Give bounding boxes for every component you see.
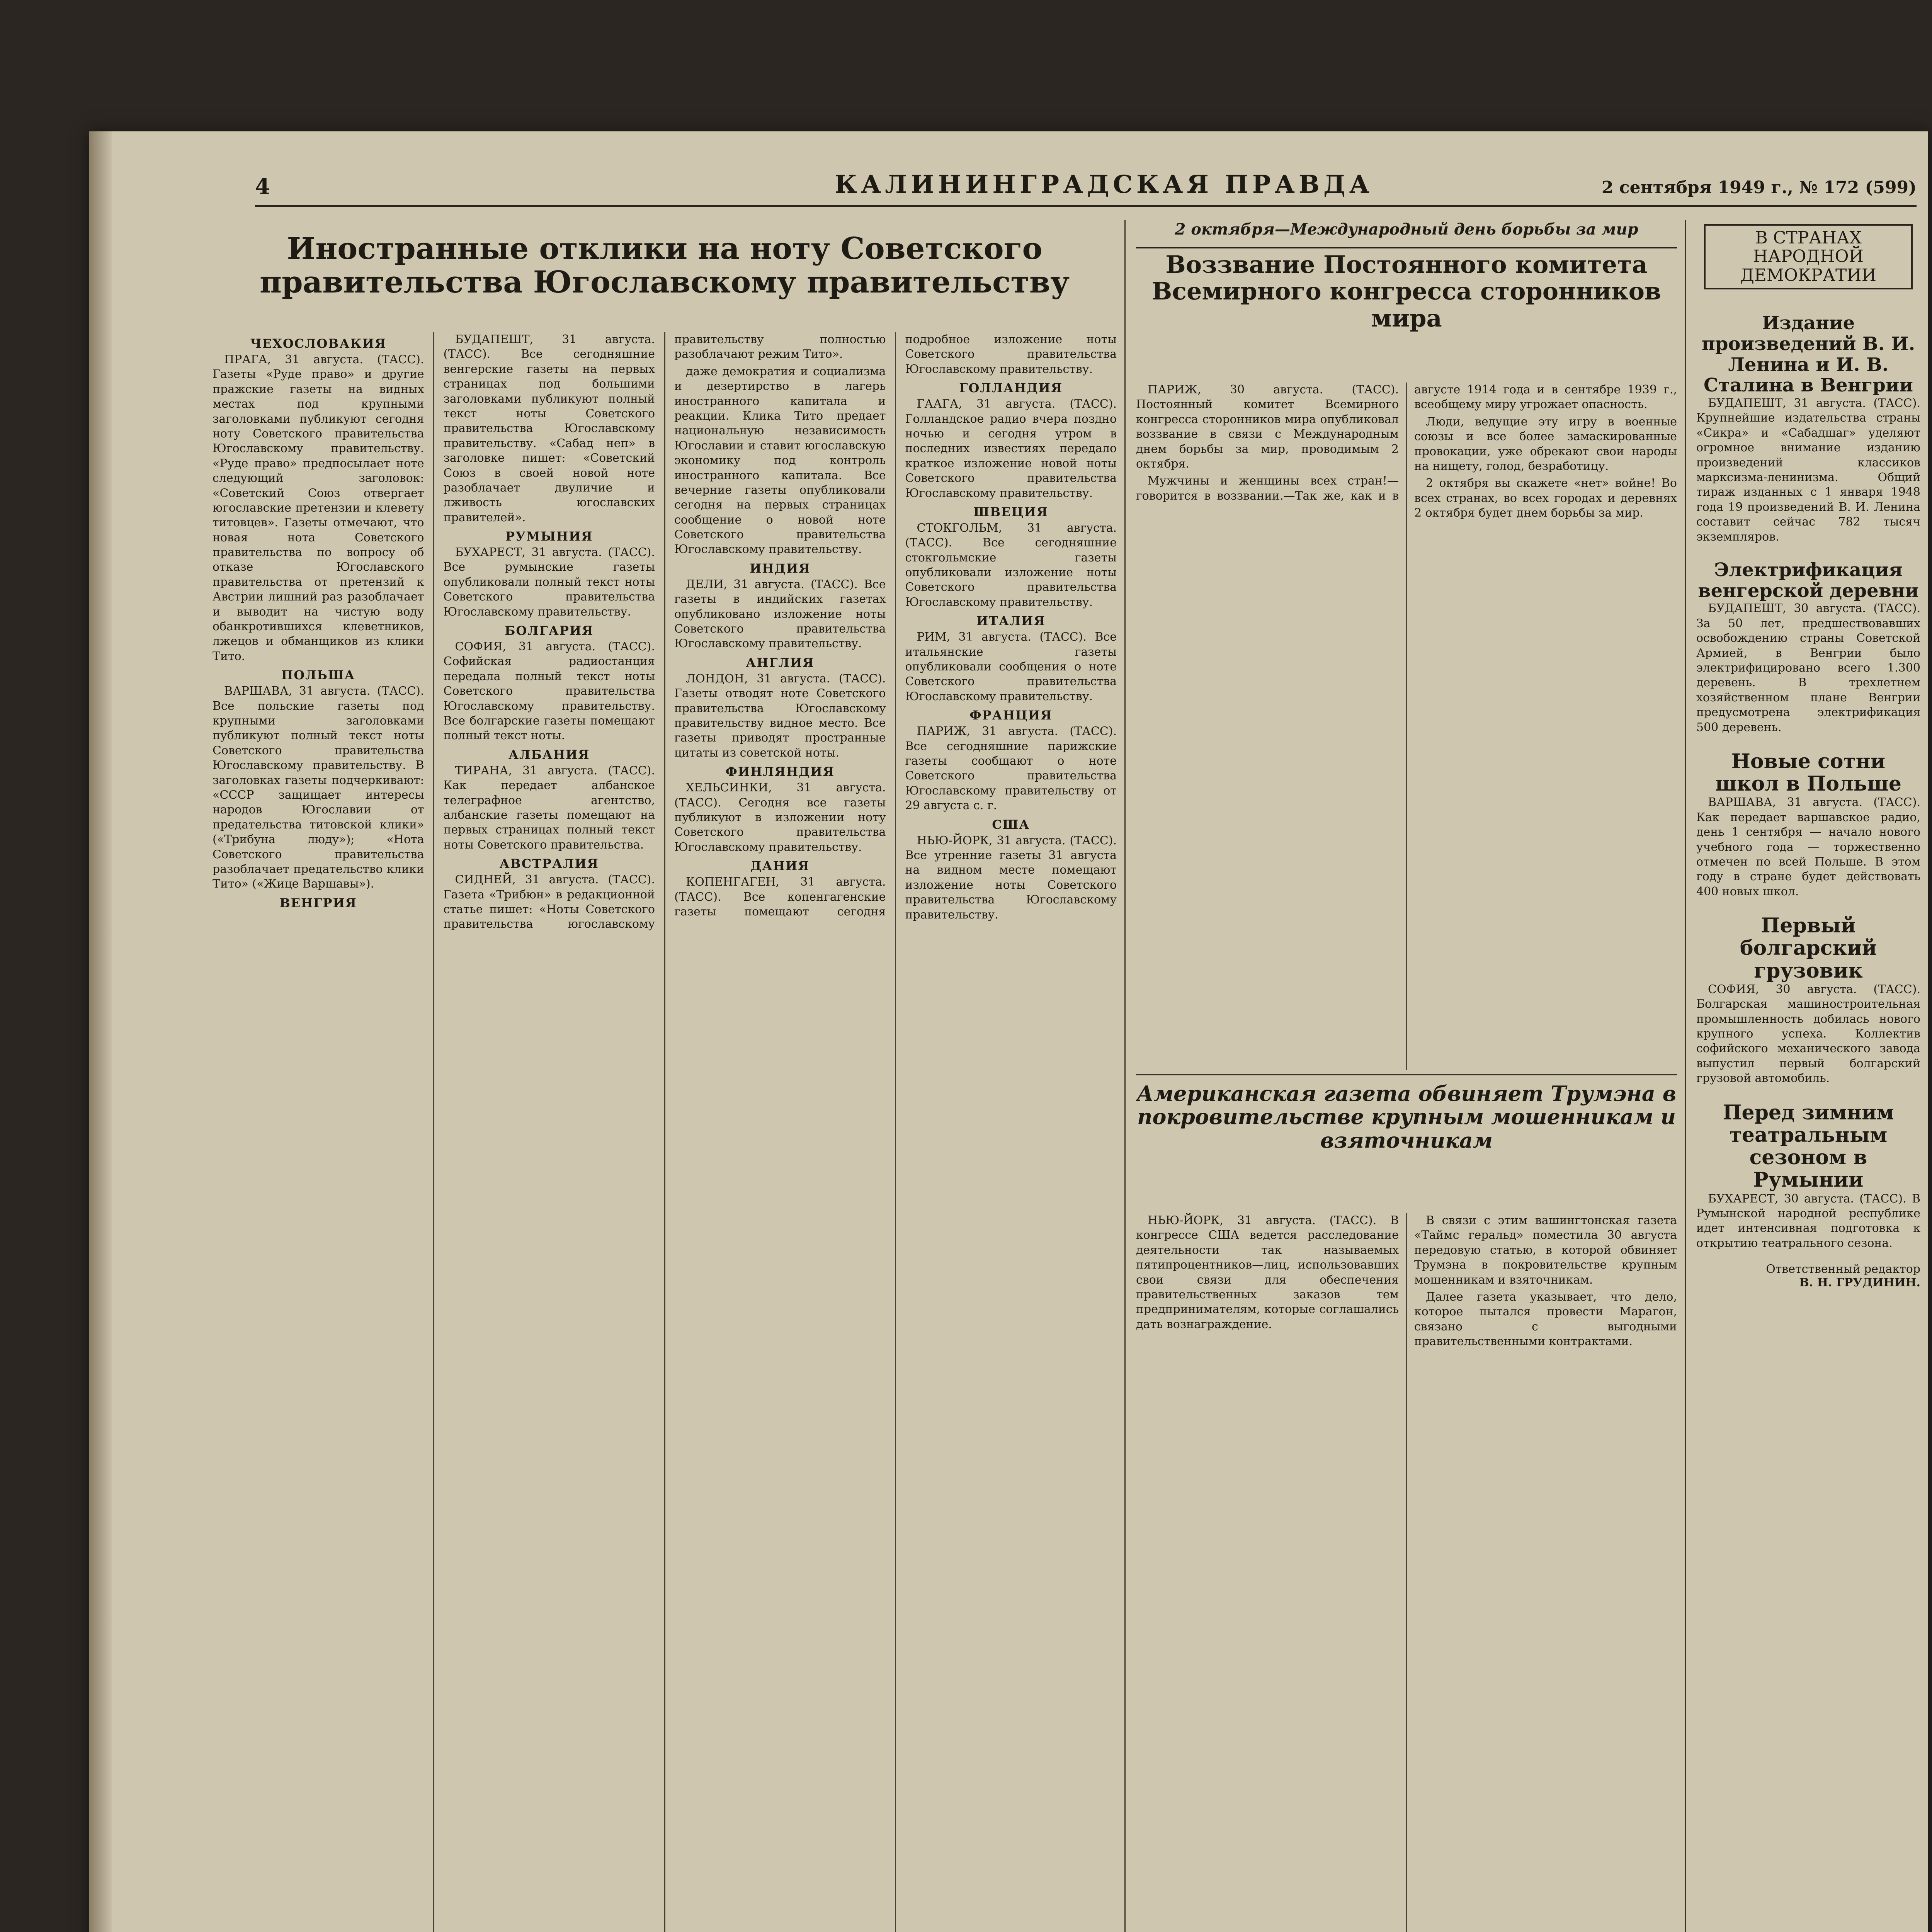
- country-heading: ПОЛЬША: [281, 668, 355, 683]
- demo-column: [1696, 313, 1920, 1932]
- news-item: даже демократия и социализма и дезертирство в лагерь иностранного капитала и реакции. Клика Тито предает национальную независимость Югославии и ставит югославскую экономику под контроль иностранного капитала. Все вечерние газеты опубликовали сегодня на первых страницах сообщение о новой ноте Советского правительства Югославскому правительству.: [674, 364, 886, 556]
- peace-paragraph: 2 октября вы скажете «нет» войне! Во всех странах, во всех городах и деревнях 2 октября будет днем борьбы за мир.: [1414, 476, 1677, 520]
- country-heading: АЛБАНИЯ: [509, 747, 590, 762]
- news-item: НЬЮ-ЙОРК, 31 августа. (ТАСС). Все утренние газеты 31 августа на видном месте помещают изложение ноты Советского правительства Югославскому правительству.: [905, 833, 1117, 922]
- article1-body: [213, 332, 1117, 1932]
- rubric-line: В СТРАНАХ: [1755, 228, 1862, 248]
- news-item: ВАРШАВА, 31 августа. (ТАСС). Все польские газеты под крупными заголовками публикуют полный текст ноты Советского правительства Югославскому правительству. В заголовках газеты подчеркивают: «СССР защищает интересы народов Югославии от предательства титовской клики» («Трибуна люду»); «Нота Советского правительства разоблачает предательство клики Тито» («Жице Варшавы»).: [213, 684, 424, 891]
- country-heading: ГОЛЛАНДИЯ: [959, 381, 1063, 396]
- american-headline-box: [1136, 1082, 1677, 1209]
- american-headline: Американская газета обвиняет Трумэна в покровительстве крупным мошенникам и взяточникам: [1136, 1082, 1677, 1153]
- news-item: ЛОНДОН, 31 августа. (ТАСС). Газеты отводят ноте Советского правительства Югославскому правительству видное место. Все газеты приводят пространные цитаты из советской ноты.: [674, 672, 886, 760]
- peace-headline: Воззвание Постоянного комитета Всемирного конгресса сторонников мира: [1151, 251, 1662, 332]
- page-header: [255, 170, 1917, 207]
- american-paragraph: НЬЮ-ЙОРК, 31 августа. (ТАСС). В конгрессе США ведется расследование деятельности так называемых пятипроцентников—лиц, использовавших свои связи для обеспечения правительственных заказов тем предпринимателям, которые соглашались дать вознаграждение.: [1136, 1214, 1399, 1331]
- country-heading: АНГЛИЯ: [746, 655, 815, 670]
- demo-t4: СОФИЯ, 30 августа. (ТАСС). Болгарская машиностроительная промышленность добилась нового крупного успеха. Коллектив софийского механического завода выпустил первый болгарский грузовой автомобиль.: [1696, 982, 1920, 1085]
- news-item: РИМ, 31 августа. (ТАСС). Все итальянские газеты опубликовали сообщения о ноте Советского правительства Югославскому правительству.: [905, 630, 1117, 703]
- news-item: ХЕЛЬСИНКИ, 31 августа. (ТАСС). Сегодня все газеты публикуют в изложении ноту Советского правительства Югославскому правительству.: [674, 781, 886, 854]
- country-heading: АВСТРАЛИЯ: [499, 856, 599, 871]
- demo-t2: БУДАПЕШТ, 30 августа. (ТАСС). За 50 лет, предшествовавших освобождению страны Советской Армией, в Венгрии было электрифицировано всего 1.300 деревень. В трехлетнем хозяйственном плане Венгрии предусмотрена электрификация 500 деревень.: [1696, 602, 1920, 734]
- country-heading: ЧЕХОСЛОВАКИЯ: [250, 336, 387, 351]
- country-heading: ФРАНЦИЯ: [969, 708, 1053, 723]
- demo-h1: Издание произведений В. И. Ленина и И. В. Сталина в Венгрии: [1701, 313, 1915, 396]
- demo-t1: БУДАПЕШТ, 31 августа. (ТАСС). Крупнейшие издательства страны «Сикра» и «Сабадшаг» уделяют огромное внимание изданию произведений классиков марксизма-ленинизма. Общий тираж изданных с 1 января 1948 года 19 произведений В. И. Ленина составит сейчас 782 тысяч экземпляров.: [1696, 396, 1920, 544]
- news-item: КОПЕНГАГЕН, 31 августа. (ТАСС). Все копенгагенские газеты помещают сегодня подробное изложение ноты Советского правительства Югославскому правительству.: [674, 333, 1117, 918]
- peace-day-banner: 2 октября—Международный день борьбы за мир: [1175, 220, 1638, 238]
- american-paragraph: Далее газета указывает, что дело, которое пытался провести Марагон, связано с выгодными правительственными контрактами.: [1414, 1290, 1677, 1349]
- peace-paragraph: ПАРИЖ, 30 августа. (ТАСС). Постоянный комитет Всемирного конгресса сторонников мира опубликовал воззвание в связи с Международным днем борьбы за мир, проводимым 2 октября.: [1136, 383, 1399, 471]
- country-heading: ШВЕЦИЯ: [973, 504, 1048, 519]
- masthead: КАЛИНИНГРАДСКАЯ ПРАВДА: [835, 170, 1373, 199]
- demo-t3: ВАРШАВА, 31 августа. (ТАСС). Как передает варшавское радио, день 1 сентября — начало нового учебного года — торжественно отмечен по всей Польше. В этом году в стране будет действовать 400 новых школ.: [1696, 796, 1920, 898]
- american-body: [1136, 1213, 1677, 1932]
- page-edge: [89, 131, 112, 1932]
- issue-date: 2 сентября 1949 г., № 172 (599): [1601, 178, 1917, 197]
- news-item: СИДНЕЙ, 31 августа. (ТАСС). Газета «Трибюн» в редакционной статье пишет: «Ноты Советского правительства югославскому правительству полностью разоблачают режим Тито».: [443, 333, 886, 931]
- column-divider: [1685, 220, 1686, 1932]
- article1-headline: Иностранные отклики на ноту Советского правительства Югославскому правительству: [259, 232, 1070, 300]
- page-number: 4: [255, 174, 270, 199]
- peace-paragraph: Мужчины и женщины всех стран!—говорится в воззвании.—Так же, как и в августе 1914 года и в сентябре 1939 г., всеобщему миру угрожает опасность.: [1136, 383, 1677, 503]
- demo-h5: Перед зимним театральным сезоном в Румынии: [1723, 1100, 1894, 1192]
- column-divider: [1124, 220, 1126, 1932]
- demo-h4: Первый болгарский грузовик: [1740, 914, 1877, 983]
- country-heading: ДАНИЯ: [750, 859, 810, 874]
- demo-h3: Новые сотни школ в Польше: [1715, 749, 1901, 796]
- country-heading: ИТАЛИЯ: [976, 614, 1046, 629]
- demo-h2: Электрификация венгерской деревни: [1698, 559, 1919, 602]
- news-item: ДЕЛИ, 31 августа. (ТАСС). Все газеты в индийских газетах опубликовано изложение ноты Советского правительства Югославскому правительству.: [674, 577, 886, 651]
- news-item: ПАРИЖ, 31 августа. (ТАСС). Все сегодняшние парижские газеты сообщают о ноте Советского правительства Югославскому правительству от 29 августа с. г.: [905, 724, 1117, 813]
- peace-body: [1136, 383, 1677, 1070]
- news-item: ГААГА, 31 августа. (ТАСС). Голландское радио вчера поздно ночью и сегодня утром в последних известиях передало краткое изложение новой ноты Советского правительства Югославскому правительству.: [905, 397, 1117, 500]
- country-heading: ИНДИЯ: [750, 561, 811, 576]
- country-heading: РУМЫНИЯ: [505, 529, 593, 544]
- news-item: ПРАГА, 31 августа. (ТАСС). Газеты «Руде право» и другие пражские газеты на видных местах под крупными заголовками публикуют сегодня ноту Советского правительства Югославскому правительству. «Руде право» предпосылает ноте следующий заголовок: «Советский Союз отвергает югославские претензии и клевету титовцев». Газеты отмечают, что новая нота Советского правительства по вопросу об отказе Югославского правительства от претензий к Австрии лишний раз разоблачает и выводит на чистую воду обанкротившихся клеветников, лжецов и обманщиков из клики Тито.: [213, 353, 424, 663]
- news-item: ТИРАНА, 31 августа. (ТАСС). Как передает албанское телеграфное агентство, албанские газеты помещают на первых страницах полный текст ноты Советского правительства.: [443, 764, 655, 852]
- demo-rubric: [1704, 224, 1913, 289]
- news-item: СОФИЯ, 31 августа. (ТАСС). Софийская радиостанция передала полный текст ноты Советского правительства Югославскому правительству. Все болгарские газеты помещают полный текст ноты.: [443, 640, 655, 743]
- country-heading: США: [992, 817, 1030, 832]
- american-paragraph: В связи с этим вашингтонская газета «Таймс геральд» поместила 30 августа передовую статью, в которой обвиняет Трумэна в покровительстве крупным мошенникам и взяточникам.: [1414, 1214, 1677, 1287]
- rubric-line: ДЕМОКРАТИИ: [1740, 265, 1877, 285]
- article1-headline-box: [213, 232, 1117, 325]
- country-heading: ВЕНГРИЯ: [279, 895, 357, 910]
- news-item: СТОКГОЛЬМ, 31 августа. (ТАСС). Все сегодняшние стокгольмские газеты опубликовали изложение ноты Советского правительства Югославскому правительству.: [905, 521, 1117, 609]
- newspaper-page: [89, 131, 1928, 1932]
- country-heading: БОЛГАРИЯ: [505, 623, 594, 638]
- demo-rubric-box: [1704, 224, 1913, 305]
- editor-label: Ответственный редактор: [1766, 1262, 1920, 1276]
- peace-headline-box: [1136, 251, 1677, 379]
- rule: [1136, 1074, 1677, 1075]
- demo-t5: БУХАРЕСТ, 30 августа. (ТАСС). В Румынской народной республике идет интенсивная подготовка к открытию театрального сезона.: [1696, 1192, 1920, 1250]
- news-item: БУДАПЕШТ, 31 августа. (ТАСС). Все сегодняшние венгерские газеты на первых страницах под большими заголовками публикуют полный текст ноты Советского правительства Югославскому правительству. «Сабад неп» в заголовке пишет: «Советский Союз в своей новой ноте разоблачает двуличие и лживость югославских правителей».: [443, 333, 655, 524]
- peace-paragraph: Люди, ведущие эту игру в военные союзы и все более замаскированные провокации, уже обрекают свои народы на нищету, голод, безработицу.: [1414, 415, 1677, 473]
- country-heading: ФИНЛЯНДИЯ: [725, 764, 835, 779]
- editor-name: В. Н. ГРУДИНИН.: [1799, 1276, 1920, 1290]
- news-item: БУХАРЕСТ, 31 августа. (ТАСС). Все румынские газеты опубликовали полный текст ноты Советского правительства Югославскому правительству.: [443, 546, 655, 619]
- rubric-line: НАРОДНОЙ: [1753, 247, 1864, 267]
- peace-day-banner-box: [1136, 220, 1677, 248]
